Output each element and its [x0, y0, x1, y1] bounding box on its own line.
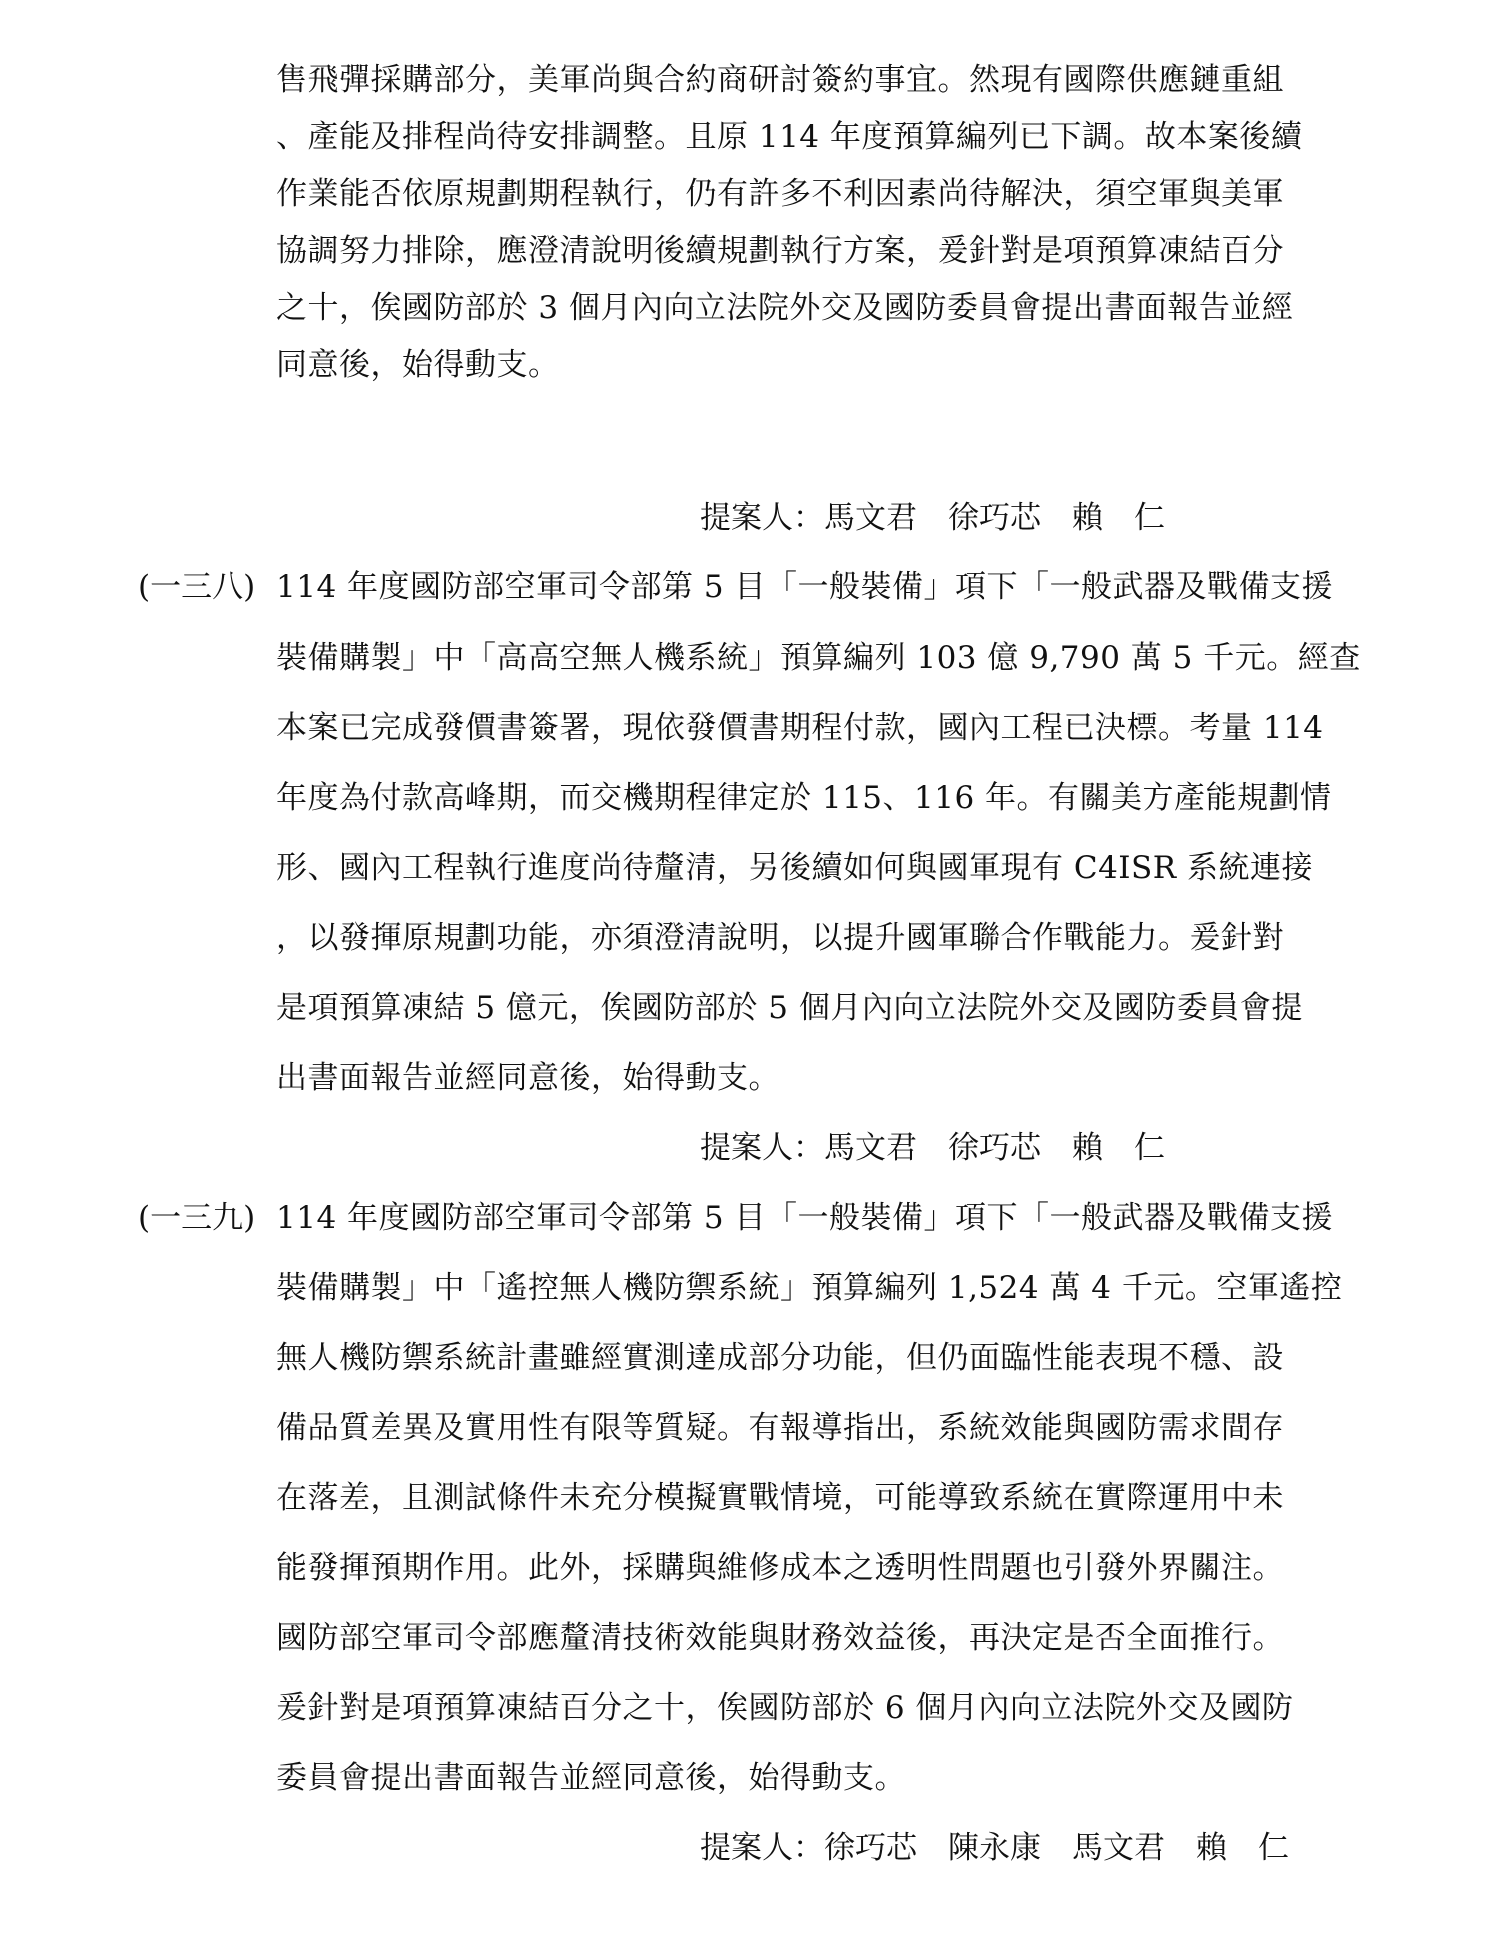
paragraph-line: 114 年度國防部空軍司令部第 5 目「一般裝備」項下「一般武器及戰備支援: [276, 569, 1333, 605]
paragraph-line: 委員會提出書面報告並經同意後，始得動支。: [276, 1760, 906, 1796]
paragraph-line: 出書面報告並經同意後，始得動支。: [276, 1060, 780, 1096]
paragraph-line: 本案已完成發價書簽署，現依發價書期程付款，國內工程已決標。考量 114: [276, 710, 1324, 746]
paragraph-line: 是項預算凍結 5 億元，俟國防部於 5 個月內向立法院外交及國防委員會提: [276, 990, 1303, 1026]
paragraph-line: ，以發揮原規劃功能，亦須澄清說明，以提升國軍聯合作戰能力。爰針對: [276, 920, 1284, 956]
paragraph-line: 形、國內工程執行進度尚待釐清，另後續如何與國軍現有 C4ISR 系統連接: [276, 850, 1313, 886]
item-number-label: (一三八): [138, 569, 256, 605]
paragraph-line: 之十，俟國防部於 3 個月內向立法院外交及國防委員會提出書面報告並經: [276, 290, 1294, 326]
paragraph-line: 年度為付款高峰期，而交機期程律定於 115、116 年。有關美方產能規劃情: [276, 780, 1332, 816]
proposer-signature-line: 提案人：徐巧芯 陳永康 馬文君 賴 仁: [700, 1830, 1289, 1866]
paragraph-line: 爰針對是項預算凍結百分之十，俟國防部於 6 個月內向立法院外交及國防: [276, 1690, 1294, 1726]
paragraph-line: 114 年度國防部空軍司令部第 5 目「一般裝備」項下「一般武器及戰備支援: [276, 1200, 1333, 1236]
paragraph-line: 售飛彈採購部分，美軍尚與合約商研討簽約事宜。然現有國際供應鏈重組: [276, 62, 1284, 98]
paragraph-line: 裝備購製」中「高高空無人機系統」預算編列 103 億 9,790 萬 5 千元。經查: [276, 640, 1361, 676]
paragraph-line: 同意後，始得動支。: [276, 347, 560, 383]
paragraph-line: 在落差，且測試條件未充分模擬實戰情境，可能導致系統在實際運用中未: [276, 1480, 1284, 1516]
paragraph-line: 裝備購製」中「遙控無人機防禦系統」預算編列 1,524 萬 4 千元。空軍遙控: [276, 1270, 1343, 1306]
paragraph-line: 無人機防禦系統計畫雖經實測達成部分功能，但仍面臨性能表現不穩、設: [276, 1340, 1284, 1376]
paragraph-line: 能發揮預期作用。此外，採購與維修成本之透明性問題也引發外界關注。: [276, 1550, 1284, 1586]
paragraph-line: 作業能否依原規劃期程執行，仍有許多不利因素尚待解決，須空軍與美軍: [276, 176, 1284, 212]
paragraph-line: 國防部空軍司令部應釐清技術效能與財務效益後，再決定是否全面推行。: [276, 1620, 1284, 1656]
proposer-signature-line: 提案人：馬文君 徐巧芯 賴 仁: [700, 1130, 1165, 1166]
item-number-label: (一三九): [138, 1200, 256, 1236]
paragraph-line: 備品質差異及實用性有限等質疑。有報導指出，系統效能與國防需求間存: [276, 1410, 1284, 1446]
paragraph-line: 、產能及排程尚待安排調整。且原 114 年度預算編列已下調。故本案後續: [276, 119, 1303, 155]
paragraph-line: 協調努力排除，應澄清說明後續規劃執行方案，爰針對是項預算凍結百分: [276, 233, 1284, 269]
proposer-signature-line: 提案人：馬文君 徐巧芯 賴 仁: [700, 500, 1165, 536]
